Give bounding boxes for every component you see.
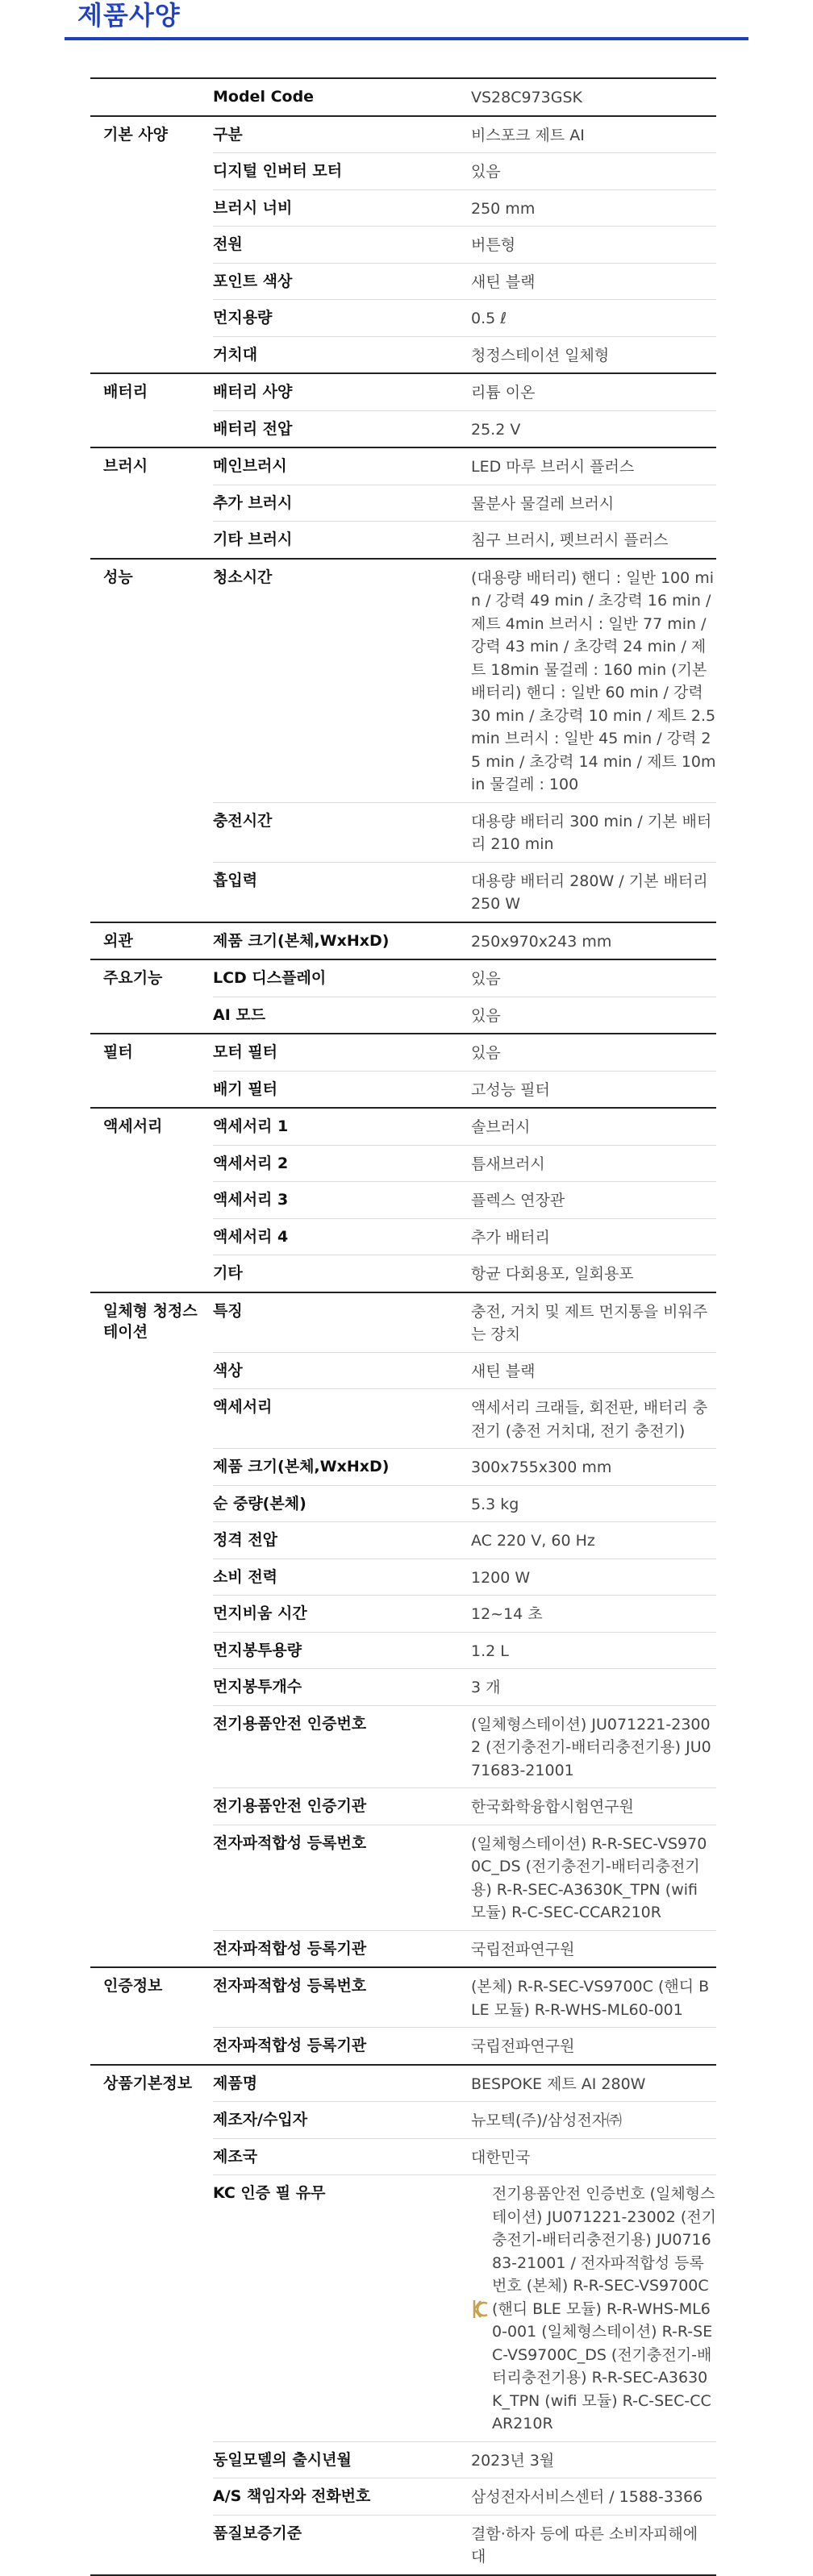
spec-row (90, 960, 716, 997)
spec-value: AC 220 V, 60 Hz (471, 1521, 716, 1559)
spec-value: 국립전파연구원 (471, 1930, 716, 1967)
spec-label: 먼지봉투용량 (213, 1632, 471, 1669)
spec-row (90, 1071, 716, 1108)
spec-label: 소비 전력 (213, 1559, 471, 1596)
spec-value: 항균 다회용포, 일회용포 (471, 1255, 716, 1292)
spec-value: 3 개 (471, 1668, 716, 1705)
spec-row (90, 802, 716, 862)
spec-label: 전원 (213, 226, 471, 263)
spec-value: 2023년 3월 (471, 2441, 716, 2478)
spec-label: 포인트 색상 (213, 263, 471, 300)
spec-label: 브러시 너비 (213, 189, 471, 227)
spec-row (90, 152, 716, 189)
spec-value: 250x970x243 mm (471, 932, 612, 951)
spec-row (90, 448, 716, 485)
spec-group (90, 923, 716, 961)
spec-row (90, 1632, 716, 1669)
page-title: 제품사양 (77, 0, 181, 31)
spec-value: 액세서리 크래들, 회전판, 배터리 충전기 (충전 거치대, 전기 충전기) (471, 1388, 716, 1448)
spec-label: 먼지용량 (213, 299, 471, 336)
spec-group (90, 2066, 716, 2576)
spec-value: 버튼형 (471, 226, 716, 263)
spec-label: 제품명 (213, 2074, 258, 2092)
spec-row (90, 2174, 716, 2441)
spec-label: LCD 디스플레이 (213, 969, 327, 987)
spec-value: 1200 W (471, 1559, 716, 1596)
spec-row (90, 1705, 716, 1788)
spec-row (90, 997, 716, 1034)
spec-row (90, 263, 716, 300)
spec-row (90, 923, 716, 959)
spec-row (90, 2138, 716, 2175)
spec-row (90, 1559, 716, 1596)
spec-label: 정격 전압 (213, 1521, 471, 1559)
spec-label: 거치대 (213, 336, 471, 373)
spec-label: 흡입력 (213, 862, 471, 922)
spec-value: 대한민국 (471, 2138, 716, 2175)
spec-row (90, 117, 716, 153)
spec-row (90, 1485, 716, 1522)
spec-value: 청정스테이션 일체형 (471, 336, 716, 373)
spec-label: 전자파적합성 등록번호 (213, 1825, 471, 1930)
spec-group (90, 374, 716, 448)
spec-row (90, 2478, 716, 2515)
spec-label: A/S 책임자와 전화번호 (213, 2478, 471, 2515)
spec-row (90, 2066, 716, 2102)
spec-value: 비스포크 제트 AI (471, 126, 585, 144)
spec-value: 12~14 초 (471, 1595, 716, 1632)
spec-label: 디지털 인버터 모터 (213, 152, 471, 189)
spec-value: 있음 (471, 997, 716, 1034)
spec-row (90, 1825, 716, 1930)
spec-value: (대용량 배터리) 핸디 : 일반 100 min / 강력 49 min / 초강력 16 min / 제트 4min 브러시 : 일반 77 min / 강력 43 min / 초강력 24 min / 제트 18min 물걸레 : 160 min (기본 배터리) 핸디 : 일반 60 min / 강력 30 min / 초강력 10 min / 제트 2.5min 브러시 : 일반 45 min / 강력 25 min / 초강력 14 min / 제트 10min 물걸레 : 100 (471, 568, 716, 793)
spec-value: (일체형스테이션) R-R-SEC-VS9700C_DS (전기충전기-배터리충전기용) R-R-SEC-A3630K_TPN (wifi 모듈) R-C-SEC-CCAR210R (471, 1825, 716, 1930)
spec-row (90, 1521, 716, 1559)
spec-category: 기본 사양 (103, 125, 169, 144)
spec-label: 액세서리 2 (213, 1145, 471, 1182)
spec-row (90, 189, 716, 227)
spec-value: (본체) R-R-SEC-VS9700C (핸디 BLE 모듈) R-R-WHS-ML60-001 (471, 1978, 710, 2019)
spec-category: 상품기본정보 (103, 2074, 193, 2092)
spec-value: 있음 (471, 970, 501, 988)
spec-label: KC 인증 필 유무 (213, 2174, 471, 2441)
spec-value: 있음 (471, 152, 716, 189)
spec-group (90, 79, 716, 117)
spec-row (90, 226, 716, 263)
spec-category: 브러시 (103, 457, 148, 475)
spec-row (90, 862, 716, 922)
spec-label: 제조자/수입자 (213, 2101, 471, 2138)
spec-value: 추가 배터리 (471, 1218, 716, 1255)
spec-row (90, 1388, 716, 1448)
spec-label: 메인브러시 (213, 457, 287, 475)
spec-row (90, 1109, 716, 1145)
spec-value: 새틴 블랙 (471, 263, 716, 300)
spec-value: 대용량 배터리 280W / 기본 배터리 250 W (471, 862, 716, 922)
spec-value: 300x755x300 mm (471, 1448, 716, 1485)
spec-value: 물분사 물걸레 브러시 (471, 485, 716, 522)
spec-row (90, 336, 716, 373)
spec-label: 색상 (213, 1352, 471, 1389)
spec-value: 플렉스 연장관 (471, 1181, 716, 1218)
spec-group (90, 960, 716, 1034)
spec-label: 동일모델의 출시년월 (213, 2441, 471, 2478)
spec-category: 필터 (103, 1043, 133, 1061)
spec-row (90, 1595, 716, 1632)
spec-value: 25.2 V (471, 410, 716, 447)
spec-value: 뉴모텍(주)/삼성전자㈜ (471, 2101, 716, 2138)
spec-row (90, 1668, 716, 1705)
spec-row (90, 1352, 716, 1389)
spec-category: 주요기능 (103, 969, 163, 987)
spec-group (90, 448, 716, 560)
spec-label: 제조국 (213, 2138, 471, 2175)
spec-value: 한국화학융합시험연구원 (471, 1787, 716, 1825)
spec-value: 대용량 배터리 300 min / 기본 배터리 210 min (471, 802, 716, 862)
spec-group (90, 1109, 716, 1293)
spec-label: 청소시간 (213, 568, 273, 586)
spec-category: 인증정보 (103, 1977, 163, 1995)
spec-group (90, 560, 716, 923)
spec-label: 배터리 사양 (213, 383, 293, 401)
spec-category: 배터리 (103, 383, 148, 401)
spec-label: 먼지봉투개수 (213, 1668, 471, 1705)
spec-label: 제품 크기(본체,WxHxD) (213, 1448, 471, 1485)
spec-row (90, 2441, 716, 2478)
spec-label: 먼지비움 시간 (213, 1595, 471, 1632)
spec-value: 틈새브러시 (471, 1145, 716, 1182)
spec-value: 250 mm (471, 189, 716, 227)
spec-value: 침구 브러시, 펫브러시 플러스 (471, 521, 716, 558)
spec-row (90, 1448, 716, 1485)
spec-value: 고성능 필터 (471, 1071, 716, 1108)
spec-category: 성능 (103, 568, 133, 586)
spec-row (90, 1034, 716, 1071)
spec-row (90, 1218, 716, 1255)
spec-value: LED 마루 브러시 플러스 (471, 458, 635, 476)
spec-group (90, 1034, 716, 1109)
spec-label: 전자파적합성 등록기관 (213, 2027, 471, 2064)
spec-row (90, 79, 716, 115)
spec-value: BESPOKE 제트 AI 280W (471, 2075, 646, 2093)
spec-label: 액세서리 4 (213, 1218, 471, 1255)
spec-row (90, 560, 716, 802)
spec-row (90, 1293, 716, 1352)
spec-value: 삼성전자서비스센터 / 1588-3366 (471, 2478, 716, 2515)
spec-value: 결함·하자 등에 따른 소비자피해에 대 (471, 2515, 716, 2574)
spec-value: 솔브러시 (471, 1118, 531, 1136)
spec-value: 1.2 L (471, 1632, 716, 1669)
spec-value: 5.3 kg (471, 1485, 716, 1522)
spec-value: 있음 (471, 1044, 501, 1062)
spec-label: 배터리 전압 (213, 410, 471, 447)
spec-value: 전기용품안전 인증번호 (일체형스테이션) JU071221-23002 (전기충전기-배터리충전기용) JU071683-21001 / 전자파적합성 등록번호 (본체) R-R-SEC-VS9700C (핸디 BLE 모듈) R-R-WHS-ML60-001 (일체형스테이션) R-R-SEC-VS9700C_DS (전기충전기-배터리충전기용) R-R-SEC-A3630K_TPN (wifi 모듈) R-C-SEC-CCAR210R (492, 2185, 717, 2432)
kc-mark-icon (471, 2298, 489, 2320)
spec-group (90, 117, 716, 375)
spec-value: (일체형스테이션) JU071221-23002 (전기충전기-배터리충전기용) JU071683-21001 (471, 1705, 716, 1788)
spec-label: AI 모드 (213, 997, 471, 1034)
spec-row (90, 1968, 716, 2027)
spec-label: 전기용품안전 인증기관 (213, 1787, 471, 1825)
spec-value: 0.5 ℓ (471, 299, 716, 336)
spec-label: 기타 (213, 1255, 471, 1292)
spec-label: 기타 브러시 (213, 521, 471, 558)
spec-label: 전자파적합성 등록기관 (213, 1930, 471, 1967)
spec-label: 특징 (213, 1301, 243, 1320)
kc-cert-cell (471, 2174, 716, 2441)
spec-label: 추가 브러시 (213, 485, 471, 522)
spec-label: 구분 (213, 125, 243, 144)
spec-label: 배기 필터 (213, 1071, 471, 1108)
spec-label: 품질보증기준 (213, 2515, 471, 2574)
spec-value: 국립전파연구원 (471, 2027, 716, 2064)
spec-row (90, 485, 716, 522)
spec-label: 모터 필터 (213, 1043, 278, 1061)
spec-label: 액세서리 1 (213, 1117, 289, 1135)
spec-category: 액세서리 (103, 1117, 163, 1135)
spec-label: 제품 크기(본체,WxHxD) (213, 931, 390, 950)
spec-row (90, 1181, 716, 1218)
spec-category: 일체형 청정스테이션 (103, 1301, 198, 1341)
spec-value: 새틴 블랙 (471, 1352, 716, 1389)
spec-row (90, 1145, 716, 1182)
spec-label: 순 중량(본체) (213, 1485, 471, 1522)
spec-row (90, 2515, 716, 2574)
spec-group (90, 1968, 716, 2066)
spec-row (90, 1930, 716, 1967)
spec-label: 액세서리 (213, 1388, 471, 1448)
spec-label: 전기용품안전 인증번호 (213, 1705, 471, 1788)
spec-category: 외관 (103, 931, 133, 950)
spec-value: VS28C973GSK (471, 89, 583, 106)
spec-value: 리튬 이온 (471, 384, 536, 402)
spec-row (90, 1787, 716, 1825)
spec-value: 충전, 거치 및 제트 먼지통을 비워주는 장치 (471, 1302, 708, 1343)
page-header (65, 0, 748, 40)
spec-label: 액세서리 3 (213, 1181, 471, 1218)
spec-label: Model Code (213, 88, 315, 106)
spec-label: 충전시간 (213, 802, 471, 862)
spec-row (90, 374, 716, 410)
spec-row (90, 521, 716, 558)
spec-row (90, 2027, 716, 2064)
spec-label: 전자파적합성 등록번호 (213, 1977, 367, 1995)
spec-row (90, 410, 716, 447)
spec-row (90, 1255, 716, 1292)
spec-row (90, 2101, 716, 2138)
spec-group (90, 1293, 716, 1969)
spec-row (90, 299, 716, 336)
spec-table (90, 77, 716, 2576)
